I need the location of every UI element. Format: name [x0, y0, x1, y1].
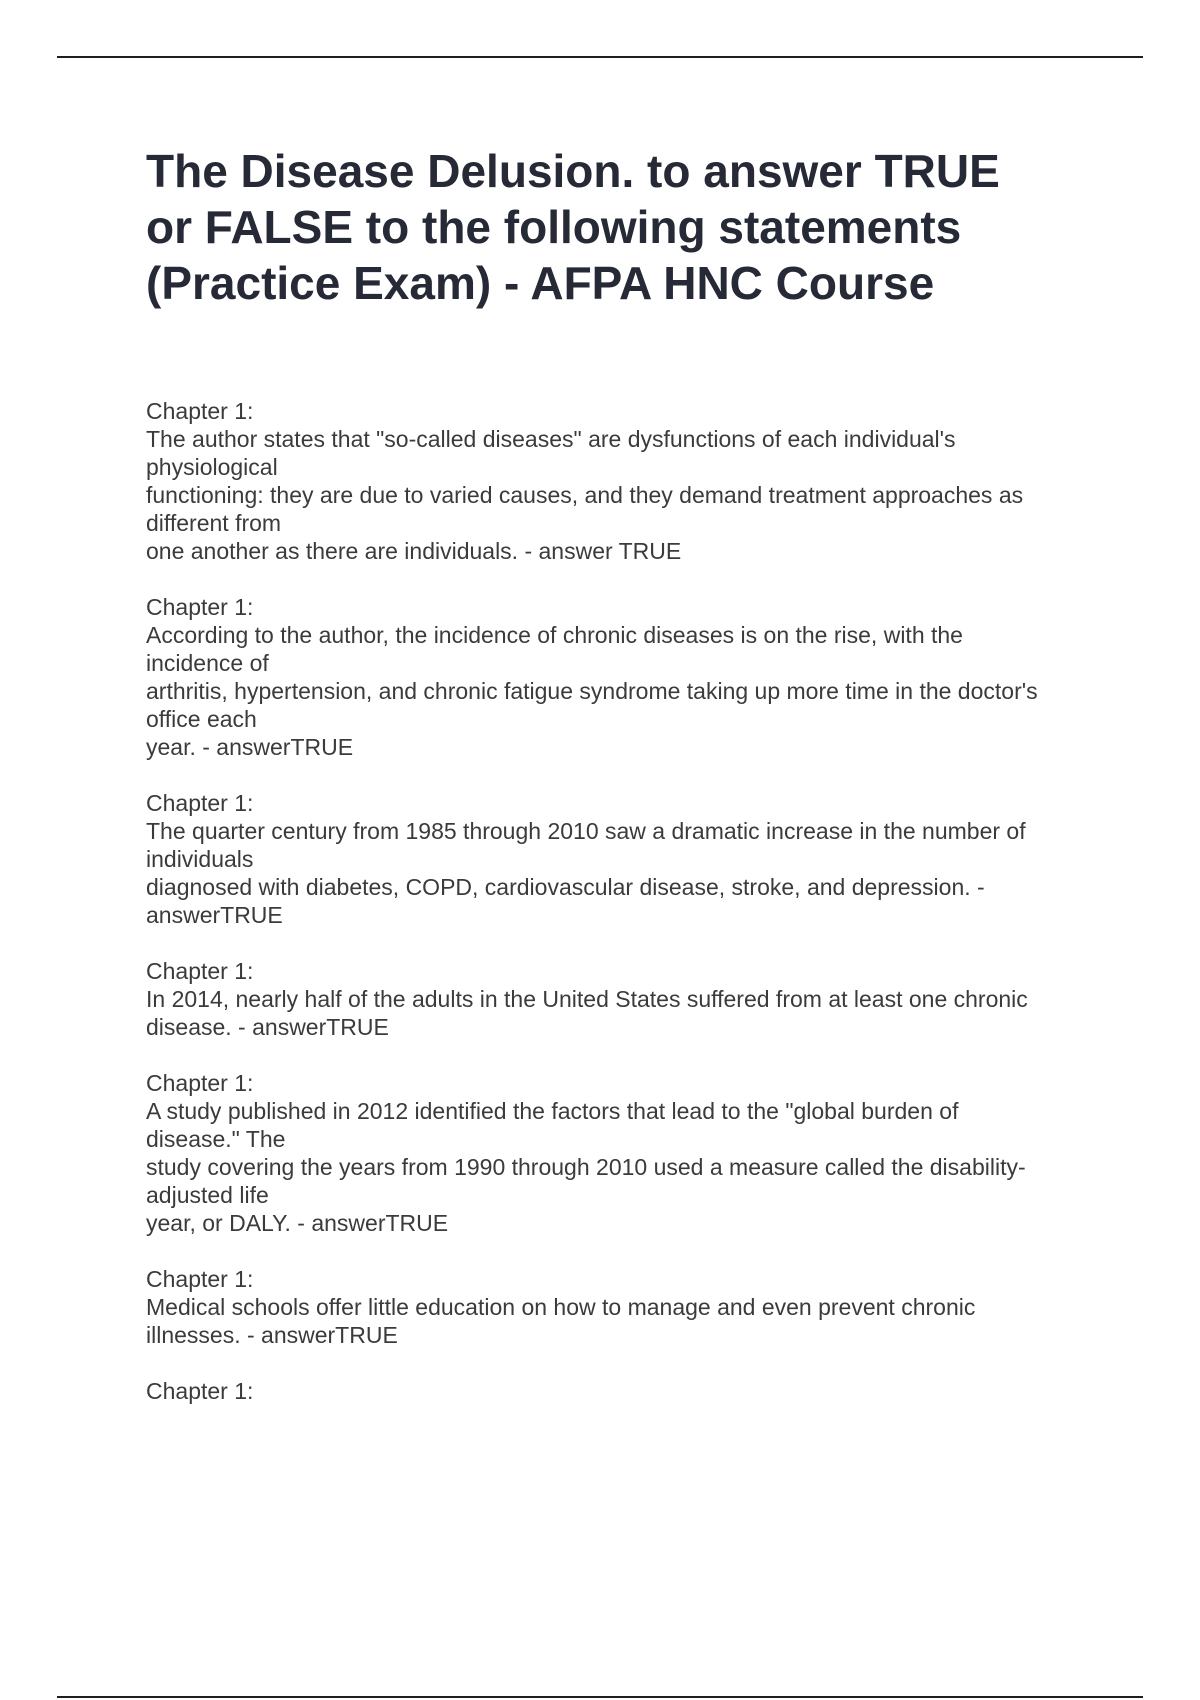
statement-line: different from	[146, 510, 282, 536]
question-item	[146, 1069, 1106, 1237]
statement-line: disease. - answerTRUE	[146, 1014, 389, 1040]
chapter-label: Chapter 1:	[146, 1266, 254, 1292]
bottom-divider	[57, 1696, 1143, 1698]
statement-line: According to the author, the incidence of chronic diseases is on the rise, with the	[146, 622, 963, 648]
question-item	[146, 957, 1106, 1041]
statement-line: disease." The	[146, 1126, 286, 1152]
statement-line: arthritis, hypertension, and chronic fatigue syndrome taking up more time in the doctor's	[146, 678, 1038, 704]
statement-line: functioning: they are due to varied causes, and they demand treatment approaches as	[146, 482, 1024, 508]
question-list	[146, 397, 1106, 1433]
chapter-label: Chapter 1:	[146, 594, 254, 620]
chapter-label: Chapter 1:	[146, 958, 254, 984]
statement-line: office each	[146, 706, 257, 732]
statement-line: illnesses. - answerTRUE	[146, 1322, 398, 1348]
chapter-label: Chapter 1:	[146, 398, 254, 424]
statement-line: A study published in 2012 identified the factors that lead to the "global burden of	[146, 1098, 959, 1124]
title-line: The Disease Delusion. to answer TRUE	[146, 145, 1000, 197]
statement-line: incidence of	[146, 650, 269, 676]
statement-line: diagnosed with diabetes, COPD, cardiovascular disease, stroke, and depression. -	[146, 874, 985, 900]
question-item	[146, 397, 1106, 565]
title-line: or FALSE to the following statements	[146, 201, 962, 253]
statement-line: one another as there are individuals. - answer TRUE	[146, 538, 682, 564]
statement-line: In 2014, nearly half of the adults in the United States suffered from at least one chronic	[146, 986, 1028, 1012]
question-item	[146, 789, 1106, 929]
chapter-label: Chapter 1:	[146, 1378, 254, 1404]
question-item	[146, 593, 1106, 761]
statement-line: Medical schools offer little education on how to manage and even prevent chronic	[146, 1294, 976, 1320]
question-item	[146, 1265, 1106, 1349]
statement-line: physiological	[146, 454, 278, 480]
statement-line: year, or DALY. - answerTRUE	[146, 1210, 449, 1236]
chapter-label: Chapter 1:	[146, 1070, 254, 1096]
statement-line: study covering the years from 1990 through 2010 used a measure called the disability-	[146, 1154, 1026, 1180]
statement-line: answerTRUE	[146, 902, 283, 928]
statement-line: The quarter century from 1985 through 2010 saw a dramatic increase in the number of	[146, 818, 1026, 844]
statement-line: year. - answerTRUE	[146, 734, 354, 760]
question-item	[146, 1377, 1106, 1405]
top-divider	[57, 56, 1143, 58]
title-line: (Practice Exam) - AFPA HNC Course	[146, 257, 935, 309]
document-title	[146, 143, 1096, 311]
statement-line: individuals	[146, 846, 254, 872]
chapter-label: Chapter 1:	[146, 790, 254, 816]
statement-line: adjusted life	[146, 1182, 269, 1208]
statement-line: The author states that "so-called diseases" are dysfunctions of each individual's	[146, 426, 956, 452]
